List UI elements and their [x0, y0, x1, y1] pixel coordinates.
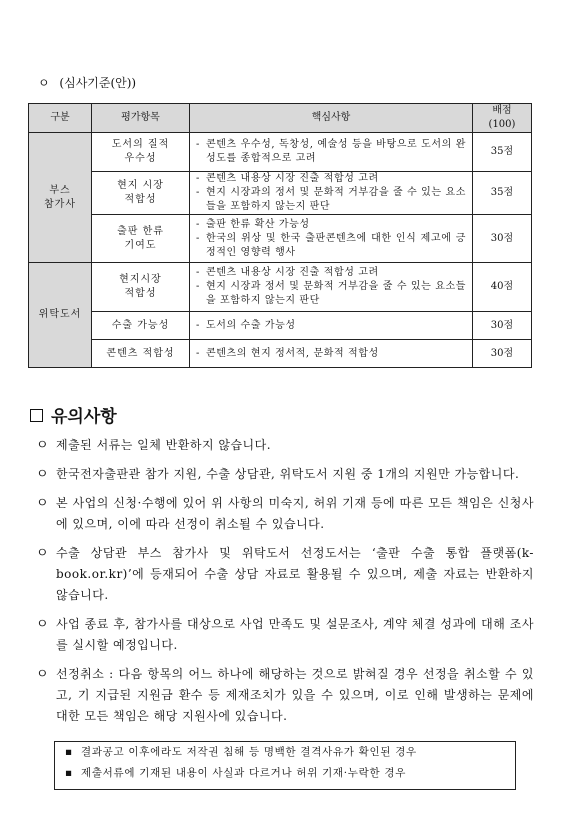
dash-bullet-icon: -: [196, 319, 200, 331]
core-point: [196, 218, 466, 232]
dash-bullet-icon: -: [196, 173, 200, 184]
square-bullet-icon: ▪: [65, 767, 73, 779]
criteria-row: [29, 215, 532, 263]
condition-item-text: 결과공고 이후에라도 저작권 침해 등 명백한 결격사유가 확인된 경우: [81, 746, 417, 758]
criteria-heading-text: (심사기준(안)): [59, 76, 137, 90]
criteria-score: 35점: [473, 172, 532, 215]
notice-list: [36, 427, 534, 727]
criteria-score: 30점: [473, 340, 532, 368]
criteria-score: 40점: [473, 263, 532, 312]
criteria-item: 콘텐츠 적합성: [92, 340, 190, 368]
circle-bullet-icon: ㅇ: [36, 438, 49, 453]
criteria-core-points: [190, 312, 473, 340]
criteria-row: [29, 133, 532, 172]
core-point-text: 콘텐츠의 현지 정서적, 문화적 적합성: [206, 347, 379, 359]
notice-item: [36, 435, 534, 456]
notice-item: [36, 493, 534, 535]
criteria-heading: [38, 74, 136, 91]
notice-item-text: 선정취소 : 다음 항목의 어느 하나에 해당하는 것으로 밝혀질 경우 선정을 취소할 수 있고, 기 지급된 지원금 환수 등 제재조치가 있을 수 있으며, 이로 인해 발생하는 문제에 대한 모든 책임은 해당 지원사에 있습니다.: [56, 667, 534, 723]
header-core-points: 핵심사항: [190, 104, 473, 133]
notice-title: [30, 402, 117, 427]
criteria-row: [29, 312, 532, 340]
circle-bullet-icon: ㅇ: [36, 467, 49, 482]
dash-bullet-icon: -: [196, 232, 200, 244]
criteria-row: [29, 340, 532, 368]
condition-item: [55, 763, 515, 784]
criteria-core-points: [190, 215, 473, 263]
notice-item-text: 제출된 서류는 일체 반환하지 않습니다.: [56, 438, 272, 452]
circle-bullet-icon: ㅇ: [38, 76, 50, 90]
criteria-item: 현지 시장 적합성: [92, 172, 190, 215]
notice-item-text: 한국전자출판관 참가 지원, 수출 상담관, 위탁도서 지원 중 1개의 지원만 가능합니다.: [56, 467, 520, 481]
criteria-score: 30점: [473, 215, 532, 263]
notice-item: [36, 614, 534, 656]
criteria-score: 30점: [473, 312, 532, 340]
criteria-row: [29, 263, 532, 312]
notice-item: [36, 664, 534, 727]
notice-item-text: 사업 종료 후, 참가사를 대상으로 사업 만족도 및 설문조사, 계약 체결 성과에 대해 조사를 실시할 예정입니다.: [56, 617, 534, 652]
header-category: 구분: [29, 104, 92, 133]
circle-bullet-icon: ㅇ: [36, 667, 49, 682]
core-point: [196, 186, 466, 214]
criteria-table: [28, 103, 532, 368]
criteria-core-points: [190, 340, 473, 368]
core-point-text: 한국의 위상 및 한국 출판콘텐츠에 대한 인식 제고에 긍정적인 영향력 행사: [206, 232, 466, 258]
core-point: [196, 347, 466, 361]
core-point-text: 현지 시장과의 정서 및 문화적 거부감을 줄 수 있는 요소들을 포함하지 않는지 판단: [206, 187, 466, 212]
dash-bullet-icon: -: [196, 281, 200, 292]
core-point: [196, 172, 466, 186]
square-bullet-icon: [30, 409, 43, 422]
criteria-core-points: [190, 263, 473, 312]
condition-item: [55, 742, 515, 763]
cancellation-conditions-box: [54, 741, 516, 790]
core-point-text: 현지 시장과 정서 및 문화적 거부감을 줄 수 있는 요소들을 포함하지 않는지 판단: [206, 281, 466, 306]
core-point: [196, 232, 466, 260]
core-point: [196, 280, 466, 308]
core-point-text: 출판 한류 확산 가능성: [206, 218, 310, 230]
criteria-item: 도서의 질적 우수성: [92, 133, 190, 172]
header-score: 배점(100): [473, 104, 532, 133]
header-eval-item: 평가항목: [92, 104, 190, 133]
criteria-core-points: [190, 133, 473, 172]
criteria-group-label: 부스 참가사: [29, 133, 92, 263]
circle-bullet-icon: ㅇ: [36, 496, 49, 511]
criteria-group-label: 위탁도서: [29, 263, 92, 368]
criteria-score: 35점: [473, 133, 532, 172]
criteria-item: 수출 가능성: [92, 312, 190, 340]
dash-bullet-icon: -: [196, 347, 200, 359]
core-point: [196, 138, 466, 166]
square-bullet-icon: ▪: [65, 746, 73, 758]
condition-item-text: 제출서류에 기재된 내용이 사실과 다르거나 허위 기재·누락한 경우: [81, 767, 407, 779]
dash-bullet-icon: -: [196, 139, 200, 150]
notice-title-text: 유의사항: [51, 407, 117, 427]
circle-bullet-icon: ㅇ: [36, 546, 49, 561]
notice-item: [36, 543, 534, 606]
criteria-header-row: [29, 104, 532, 133]
core-point: [196, 319, 466, 333]
circle-bullet-icon: ㅇ: [36, 617, 49, 632]
dash-bullet-icon: -: [196, 187, 200, 198]
core-point-text: 콘텐츠 우수성, 독창성, 예술성 등을 바탕으로 도서의 완성도를 종합적으로 고려: [206, 139, 466, 164]
criteria-item: 출판 한류 기여도: [92, 215, 190, 263]
notice-item: [36, 464, 534, 485]
core-point-text: 콘텐츠 내용상 시장 진출 적합성 고려: [206, 267, 379, 278]
core-point-text: 콘텐츠 내용상 시장 진출 적합성 고려: [206, 173, 379, 184]
dash-bullet-icon: -: [196, 267, 200, 278]
notice-item-text: 본 사업의 신청·수행에 있어 위 사항의 미숙지, 허위 기재 등에 따른 모든 책임은 신청사에 있으며, 이에 따라 선정이 취소될 수 있습니다.: [56, 496, 534, 531]
core-point-text: 도서의 수출 가능성: [206, 319, 296, 331]
core-point: [196, 266, 466, 280]
criteria-core-points: [190, 172, 473, 215]
criteria-row: [29, 172, 532, 215]
notice-item-text: 수출 상담관 부스 참가사 및 위탁도서 선정도서는 ‘출판 수출 통합 플랫폼(k-book.or.kr)’에 등재되어 수출 상담 자료로 활용될 수 있으며, 제출 자료는 반환하지 않습니다.: [56, 546, 534, 602]
dash-bullet-icon: -: [196, 218, 200, 230]
criteria-item: 현지시장 적합성: [92, 263, 190, 312]
